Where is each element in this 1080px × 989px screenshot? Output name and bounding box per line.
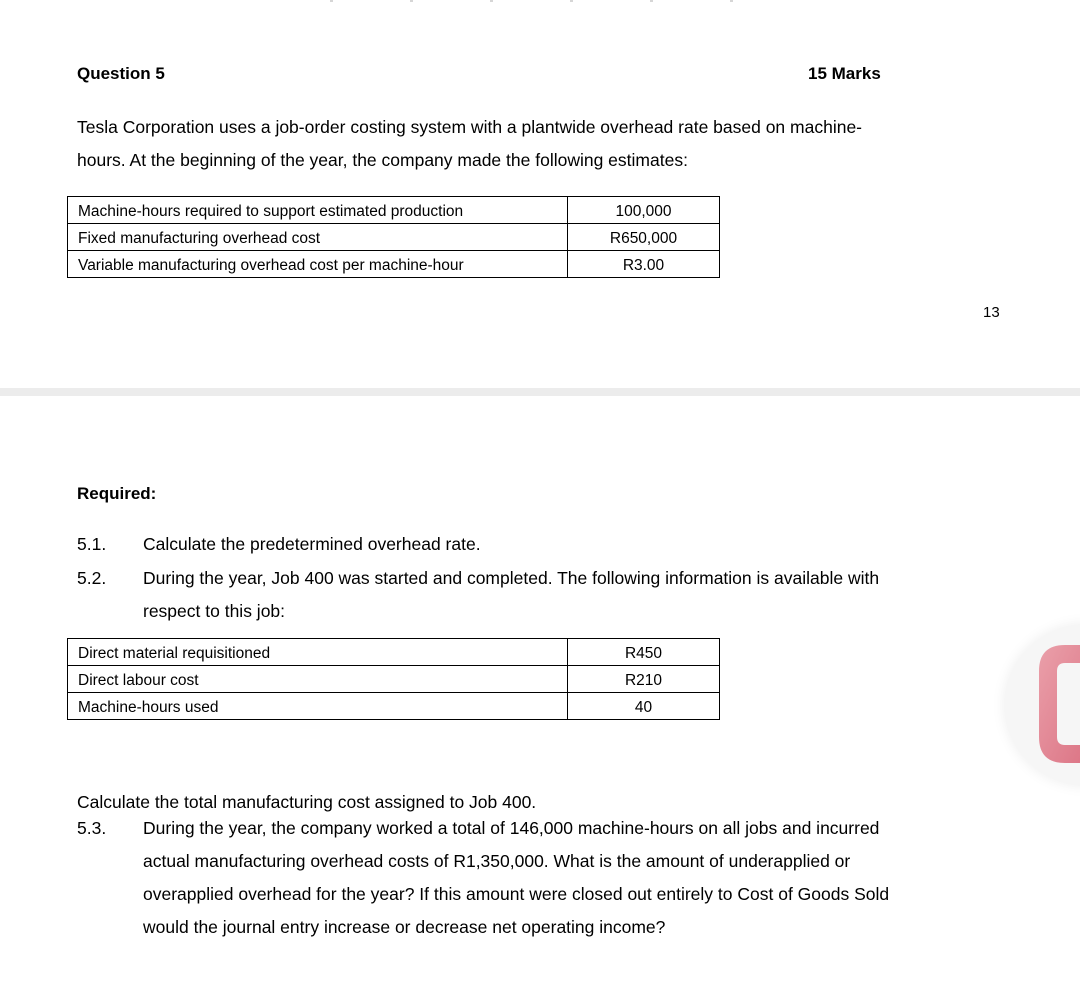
intro-line: hours. At the beginning of the year, the company made the following estimates: (77, 150, 688, 170)
item-text-line: overapplied overhead for the year? If this amount were closed out entirely to Cost of Goods Sold (143, 884, 890, 904)
required-heading: Required: (77, 484, 157, 503)
question-intro (77, 111, 1007, 177)
item-number: 5.2. (77, 568, 107, 588)
table-cell-label: Variable manufacturing overhead cost per machine-hour (68, 251, 568, 278)
item-number: 5.1. (77, 534, 107, 554)
table-cell-value: R650,000 (568, 224, 720, 251)
table-cell-label: Machine-hours required to support estimated production (68, 197, 568, 224)
question-title: Question 5 (77, 64, 165, 83)
table-cell-label: Machine-hours used (68, 693, 568, 720)
item-text (143, 562, 1003, 628)
item-number: 5.3. (77, 818, 107, 838)
table-cell-value: 40 (568, 693, 720, 720)
document-page-top (0, 0, 1080, 388)
table-cell-value: R3.00 (568, 251, 720, 278)
page-number: 13 (983, 304, 1000, 321)
page-separator (0, 388, 1080, 396)
item-text (143, 812, 1003, 944)
table-cell-label: Direct material requisitioned (68, 639, 568, 666)
item-text-line: During the year, Job 400 was started and completed. The following information is available with (143, 568, 880, 588)
intro-line: Tesla Corporation uses a job-order costing system with a plantwide overhead rate based on machine- (77, 117, 863, 137)
table-row (68, 639, 720, 666)
app-logo-icon (1035, 645, 1080, 765)
item-text-line: respect to this job: (143, 601, 286, 621)
item-text: Calculate the predetermined overhead rate. (143, 534, 481, 554)
table-cell-value: 100,000 (568, 197, 720, 224)
calculate-instruction: Calculate the total manufacturing cost assigned to Job 400. (77, 792, 537, 812)
table-cell-label: Fixed manufacturing overhead cost (68, 224, 568, 251)
table-row (68, 224, 720, 251)
table-row (68, 666, 720, 693)
table-cell-value: R450 (568, 639, 720, 666)
table-cell-label: Direct labour cost (68, 666, 568, 693)
item-text-line: actual manufacturing overhead costs of R1,350,000. What is the amount of underapplied or (143, 851, 851, 871)
table-row (68, 251, 720, 278)
estimates-table (67, 196, 720, 278)
question-marks: 15 Marks (808, 64, 881, 83)
item-text-line: would the journal entry increase or decrease net operating income? (143, 917, 666, 937)
job-400-table (67, 638, 720, 720)
table-row (68, 693, 720, 720)
item-text-line: During the year, the company worked a total of 146,000 machine-hours on all jobs and incurred (143, 818, 880, 838)
table-cell-value: R210 (568, 666, 720, 693)
page-top-rule (330, 0, 750, 2)
table-row (68, 197, 720, 224)
